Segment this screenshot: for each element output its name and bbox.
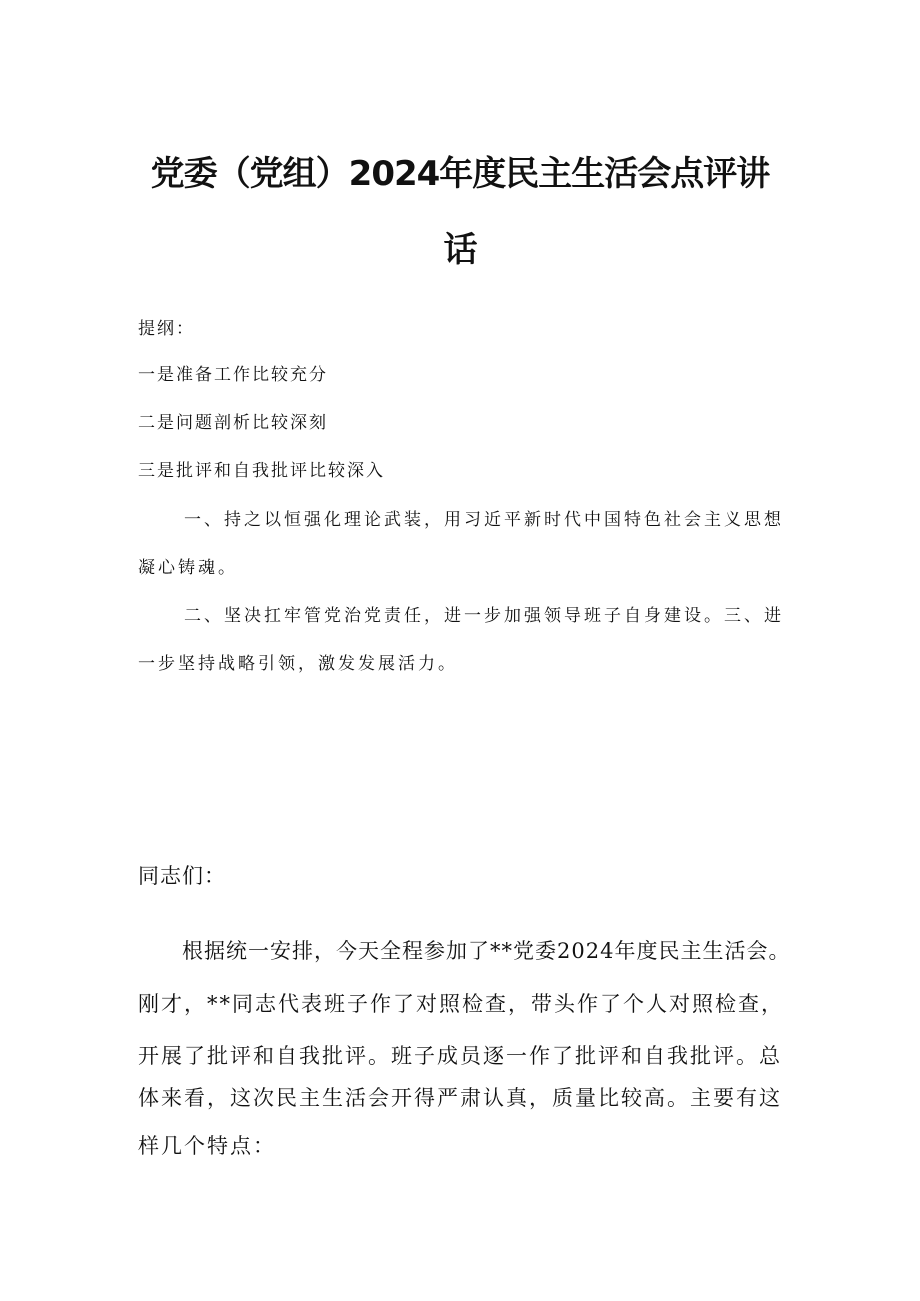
outline-heading: 提纲： xyxy=(138,319,195,339)
point-one-line: 一、持之以恒强化理论武装，用习近平新时代中国特色社会主义思想 xyxy=(184,510,784,530)
point-one-line: 凝心铸魂。 xyxy=(138,558,238,578)
point-two-line: 一步坚持战略引领，激发发展活力。 xyxy=(138,654,458,674)
outline-item: 三是批评和自我批评比较深入 xyxy=(138,461,385,481)
body-line: 样几个特点： xyxy=(138,1134,276,1158)
point-two-line: 二、坚决扛牢管党治党责任，进一步加强领导班子自身建设。三、进 xyxy=(184,606,784,626)
outline-item: 一是准备工作比较充分 xyxy=(138,365,328,385)
outline-item: 二是问题剖析比较深刻 xyxy=(138,413,328,433)
greeting: 同志们： xyxy=(138,864,226,888)
document-title: 党委（党组）2024年度民主生活会点评讲 xyxy=(150,154,770,194)
body-line: 根据统一安排，今天全程参加了**党委2024年度民主生活会。 xyxy=(182,939,791,963)
body-line: 刚才，**同志代表班子作了对照检查，带头作了个人对照检查， xyxy=(138,992,784,1016)
body-line: 开展了批评和自我批评。班子成员逐一作了批评和自我批评。总 xyxy=(138,1044,782,1068)
body-line: 体来看，这次民主生活会开得严肃认真，质量比较高。主要有这 xyxy=(138,1086,782,1110)
document-title-continuation: 话 xyxy=(443,230,477,270)
